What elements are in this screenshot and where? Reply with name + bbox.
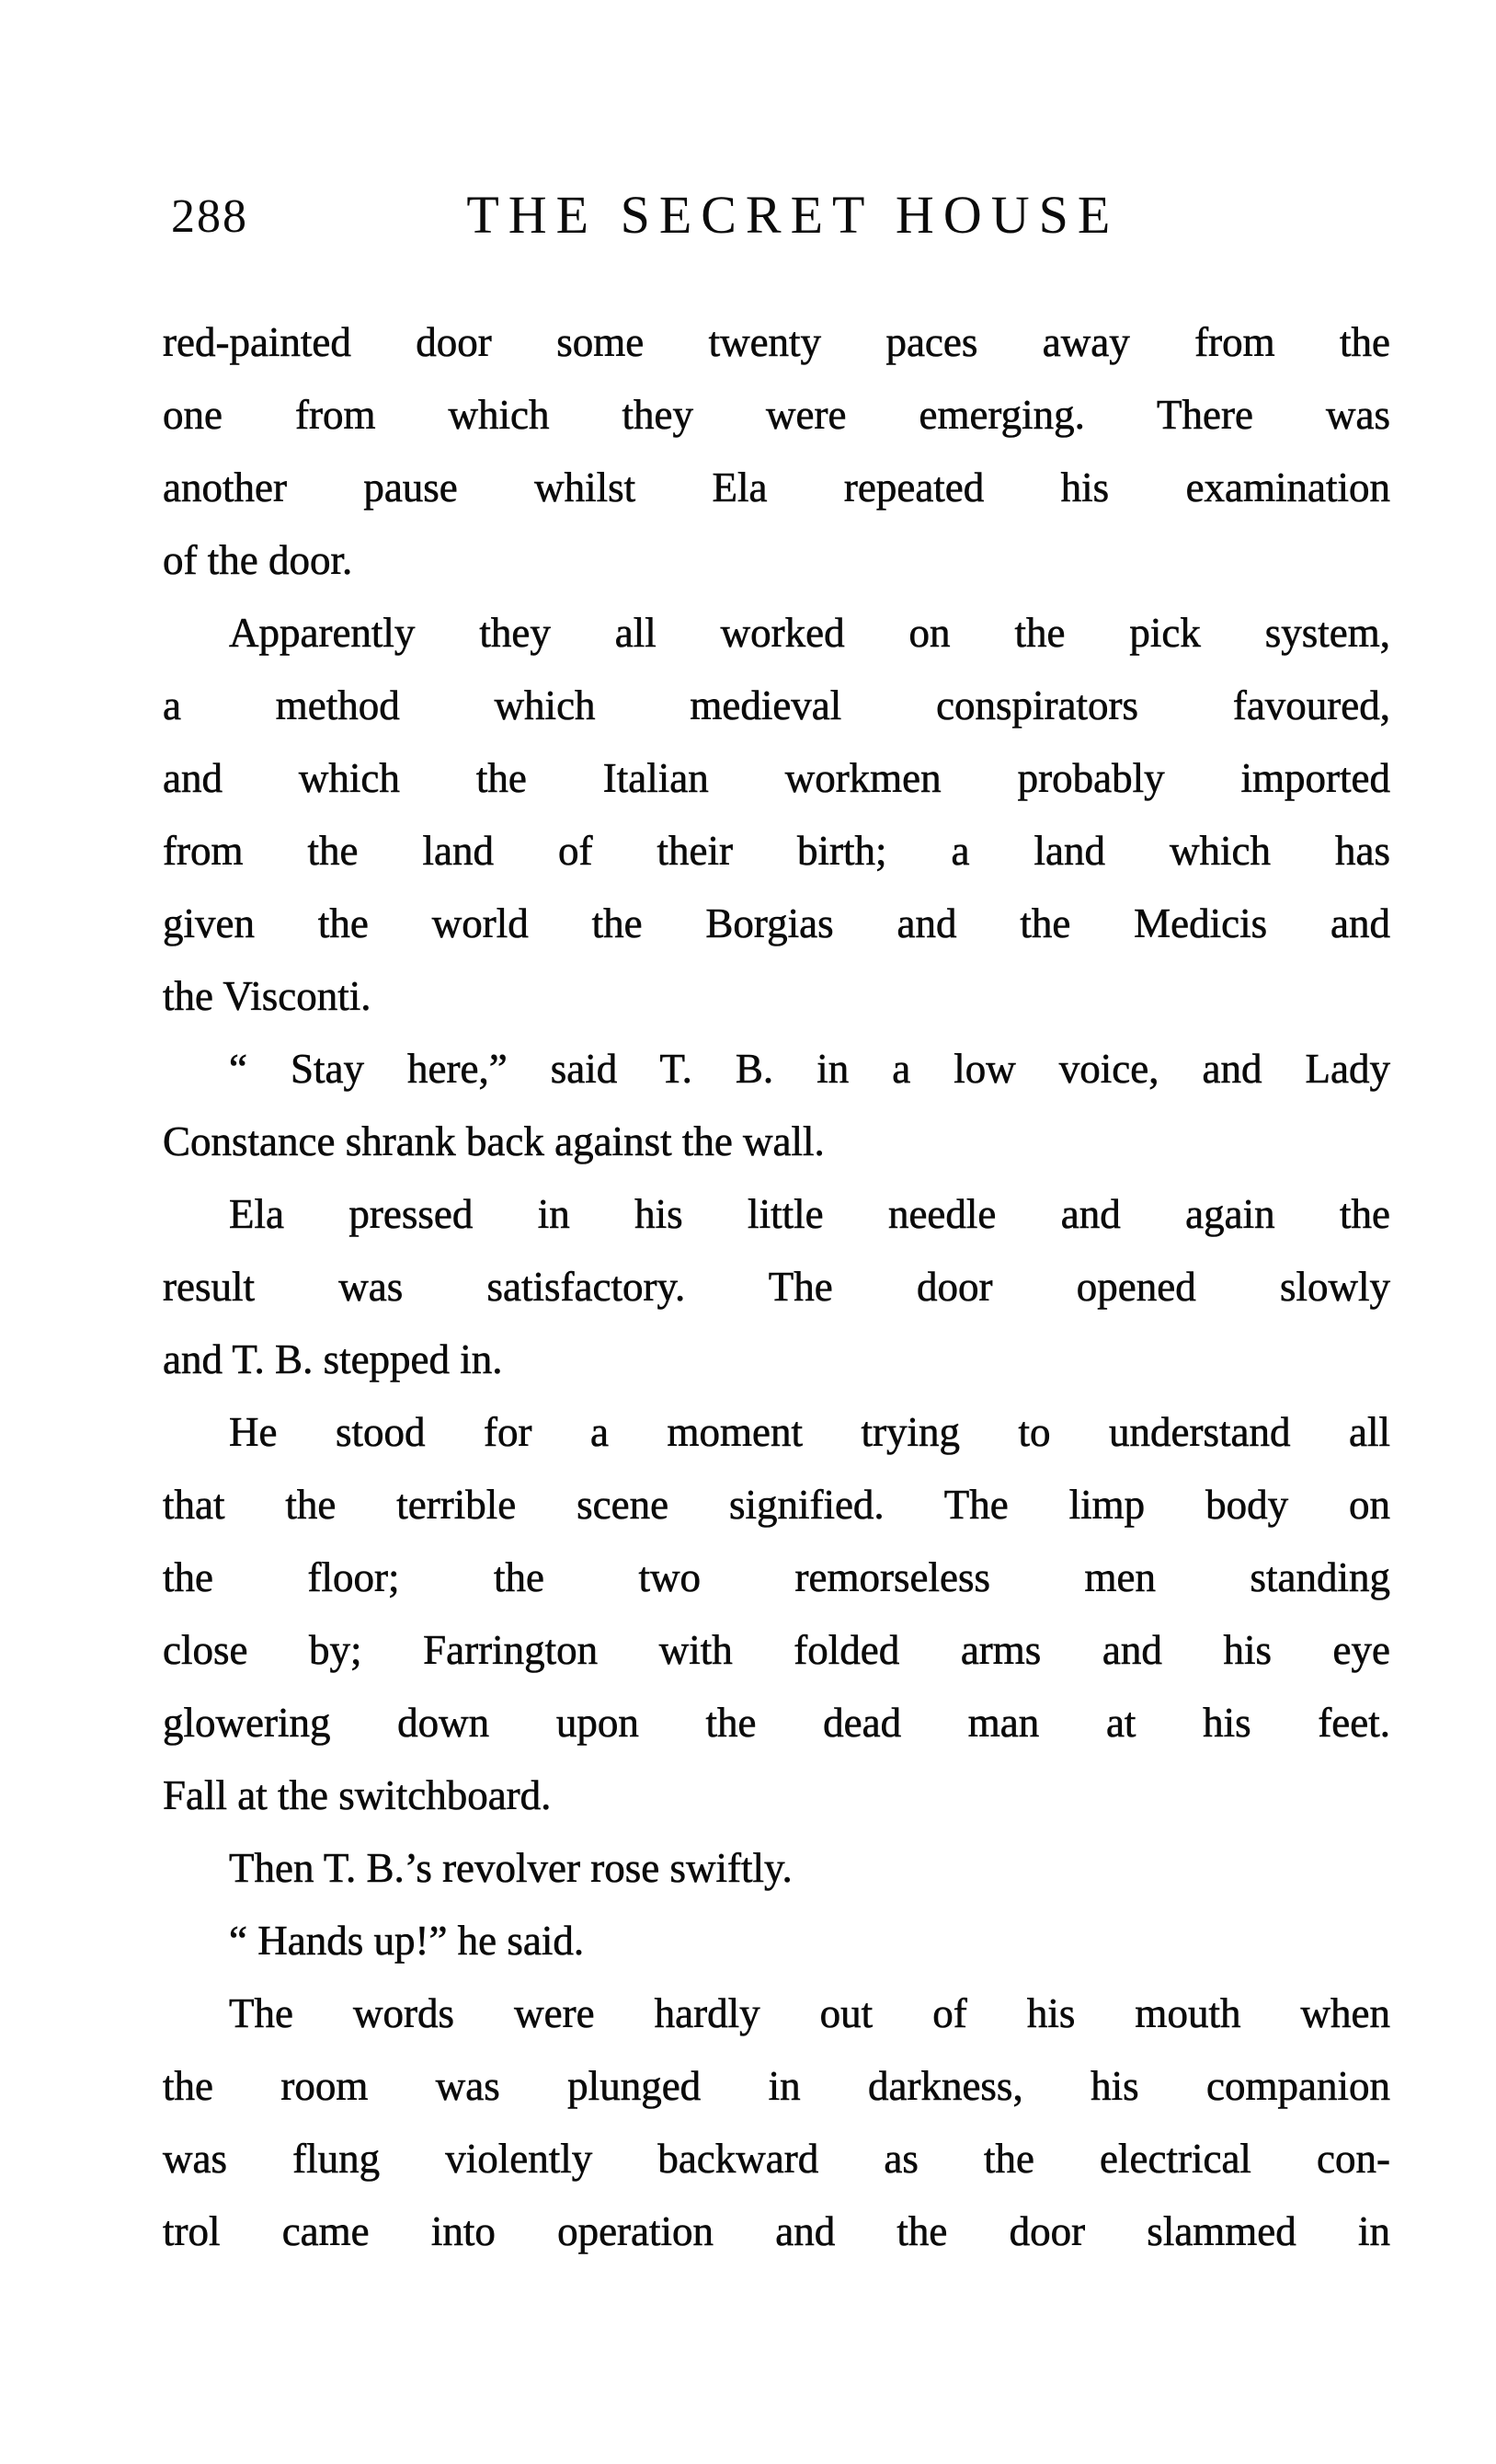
text-line: red-painted door some twenty paces away from the [163, 319, 1390, 365]
text-line: The words were hardly out of his mouth when [229, 1990, 1390, 2036]
text-line: from the land of their birth; a land which has [163, 828, 1390, 874]
text-line: the Visconti. [163, 973, 371, 1019]
text-line: given the world the Borgias and the Medicis and [163, 900, 1390, 946]
text-line: one from which they were emerging. There was [163, 392, 1390, 438]
text-line: the room was plunged in darkness, his companion [163, 2063, 1390, 2109]
paragraph [163, 1178, 1390, 1396]
text-line: of the door. [163, 537, 353, 583]
paragraph [163, 306, 1390, 597]
text-line: and T. B. stepped in. [163, 1336, 503, 1382]
text-line: Fall at the switchboard. [163, 1772, 552, 1818]
paragraph [163, 1832, 1390, 1905]
text-line: glowering down upon the dead man at his feet. [163, 1700, 1390, 1746]
text-line: the floor; the two remorseless men standing [163, 1554, 1390, 1600]
text-line: a method which medieval conspirators favoured, [163, 682, 1390, 728]
paragraph [163, 1033, 1390, 1178]
text-line: “ Hands up!” he said. [229, 1918, 585, 1964]
text-line: Ela pressed in his little needle and again the [229, 1191, 1390, 1237]
text-line: another pause whilst Ela repeated his examination [163, 464, 1390, 510]
paragraph [163, 1396, 1390, 1832]
text-line: Constance shrank back against the wall. [163, 1118, 825, 1164]
text-body [163, 306, 1390, 2268]
text-line: was flung violently backward as the electrical con- [163, 2136, 1390, 2182]
text-line: He stood for a moment trying to understand all [229, 1409, 1390, 1455]
text-line: close by; Farrington with folded arms and his eye [163, 1627, 1390, 1673]
paragraph [163, 1905, 1390, 1977]
page-number: 288 [171, 190, 248, 243]
text-line: trol came into operation and the door slammed in [163, 2208, 1390, 2254]
text-line: that the terrible scene signified. The limp body on [163, 1482, 1390, 1528]
text-line: result was satisfactory. The door opened slowly [163, 1264, 1390, 1310]
text-line: “ Stay here,” said T. B. in a low voice, and Lady [229, 1046, 1390, 1092]
running-header [0, 184, 1496, 248]
text-line: and which the Italian workmen probably imported [163, 755, 1390, 801]
text-line: Apparently they all worked on the pick system, [229, 610, 1390, 656]
paragraph [163, 597, 1390, 1033]
paragraph [163, 1977, 1390, 2268]
running-title: THE SECRET HOUSE [466, 185, 1120, 245]
text-line: Then T. B.’s revolver rose swiftly. [229, 1845, 793, 1891]
